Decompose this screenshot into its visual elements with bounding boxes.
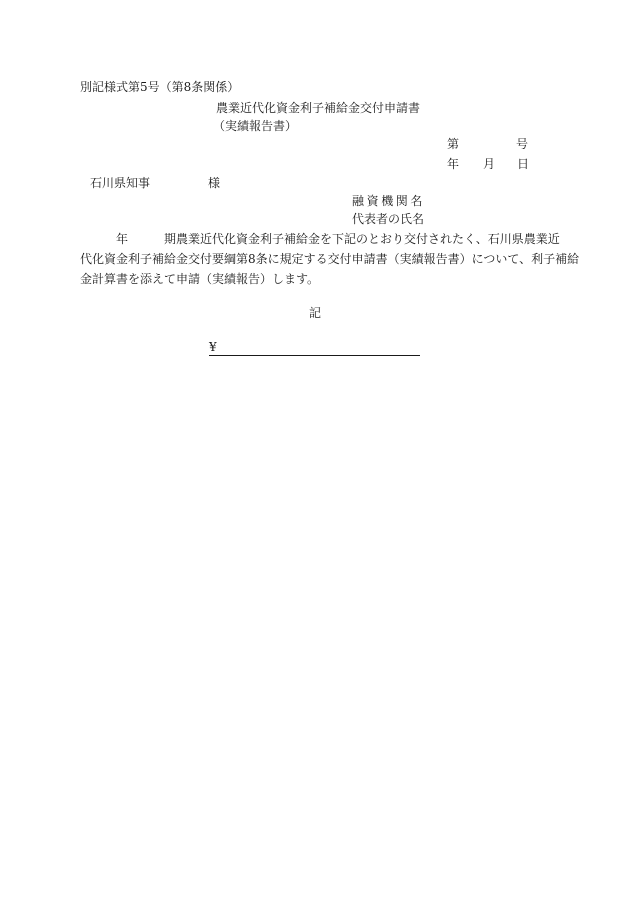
ki-heading: 記 xyxy=(309,306,322,320)
doc-number-prefix: 第 xyxy=(447,137,460,151)
document-subtitle: （実績報告書） xyxy=(213,119,298,133)
date-day-label: 日 xyxy=(517,157,530,171)
amount-field xyxy=(209,341,420,356)
document-title: 農業近代化資金利子補給金交付申請書 xyxy=(216,101,421,115)
date-year-label: 年 xyxy=(447,157,460,171)
addressee: 石川県知事 xyxy=(90,176,151,190)
date-row xyxy=(447,156,529,172)
date-month-label: 月 xyxy=(483,157,496,171)
representative-label: 代表者の氏名 xyxy=(352,212,425,226)
body-paragraph xyxy=(80,229,580,289)
doc-number-suffix: 号 xyxy=(516,137,529,151)
yen-symbol: ¥ xyxy=(209,340,217,354)
body-line: 金計算書を添えて申請（実績報告）します。 xyxy=(80,272,320,286)
form-number: 別記様式第5号（第8条関係） xyxy=(80,80,240,94)
addressee-honorific: 様 xyxy=(208,176,221,190)
body-line: 代化資金利子補給金交付要綱第8条に規定する交付申請書（実績報告書）について、利子補給 xyxy=(80,252,580,266)
body-line: 年 期農業近代化資金利子補給金を下記のとおり交付されたく、石川県農業近 xyxy=(80,232,560,246)
institution-label: 融資機関名 xyxy=(352,194,426,208)
